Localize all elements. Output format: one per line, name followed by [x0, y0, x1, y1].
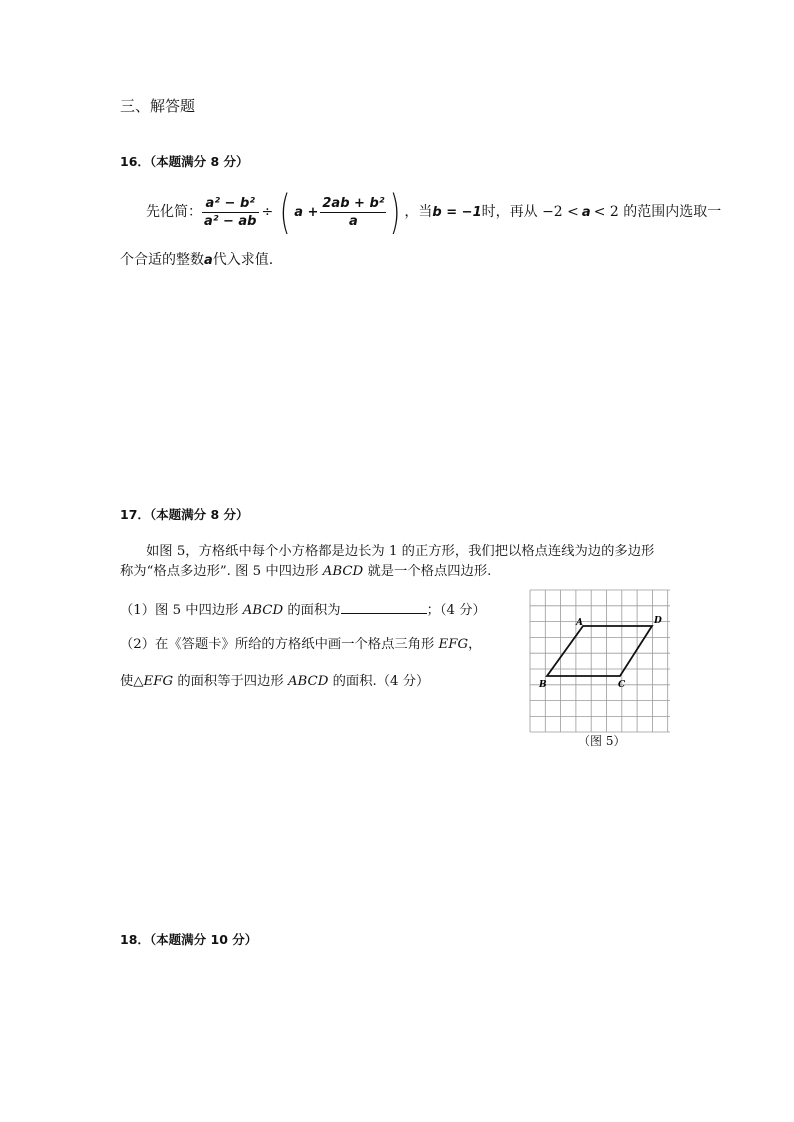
q17-part-2-line-2	[120, 675, 429, 688]
q17-part2-line2c: 的面积等于四边形	[177, 674, 284, 689]
q16-line-2	[120, 253, 273, 267]
q16-suffix-1: ，当	[404, 204, 433, 220]
q16-fraction-1-denominator: a² − ab	[204, 213, 257, 229]
vertex-label-c: C	[618, 680, 626, 690]
grid-lines	[530, 590, 670, 732]
vertex-label-a: A	[576, 618, 583, 628]
q16-paren-a: a +	[294, 204, 319, 220]
q17-intro-2c: 就是一个格点四边形.	[367, 564, 492, 579]
q16-prefix: 先化简：	[146, 204, 202, 220]
q16-fraction-1	[202, 197, 259, 228]
q16-line2-text-b: 代入求值.	[212, 252, 274, 268]
q17-part1-d: ；（4 分）	[426, 603, 486, 618]
q16-paren-open: (	[279, 185, 291, 239]
q17-part1-c: 的面积为	[287, 603, 341, 618]
q16-line2-variable: a	[204, 253, 213, 268]
q16-a-variable: a	[581, 204, 591, 220]
q17-part1-b: ABCD	[242, 603, 284, 618]
q17-part1-a: （1）图 5 中四边形	[120, 603, 239, 618]
q16-fraction-1-numerator: a² − b²	[202, 197, 259, 213]
q17-part2-line2d: ABCD	[287, 674, 329, 689]
q17-part2-c: ，	[468, 637, 482, 652]
q17-part2-line2e: 的面积.（4 分）	[332, 674, 430, 689]
q17-part2-a: （2）在《答题卡》所给的方格纸中画一个格点三角形	[120, 637, 435, 652]
q17-intro-2b: ABCD	[322, 564, 364, 579]
q16-header: 16．（本题满分 8 分）	[120, 154, 249, 169]
q17-intro-line-1: 如图 5，方格纸中每个小方格都是边长为 1 的正方形，我们把以格点连线为边的多边形	[146, 544, 655, 559]
q16-suffix-3: < 2 的范围内选取一	[593, 204, 722, 220]
parallelogram-abcd	[547, 626, 652, 676]
q16-b-equals: b = −1	[432, 204, 482, 220]
q17-answer-blank	[341, 601, 427, 614]
figure-5-grid	[527, 588, 677, 736]
q16-line2-text-a: 个合适的整数	[120, 252, 204, 268]
q16-fraction-2-denominator: a	[349, 213, 358, 229]
section-title: 三、解答题	[120, 97, 196, 115]
q16-suffix-2: 时，再从 −2 <	[481, 204, 579, 220]
q17-intro-2a: 称为“格点多边形”. 图 5 中四边形	[120, 564, 319, 579]
q17-header: 17．（本题满分 8 分）	[120, 507, 249, 522]
q16-divide-sign: ÷	[261, 204, 274, 220]
vertex-label-b: B	[539, 680, 547, 690]
q17-part-1	[120, 601, 486, 617]
q18-header: 18．（本题满分 10 分）	[120, 932, 258, 947]
q17-part2-line2a: 使△	[120, 674, 144, 689]
q16-fraction-2	[320, 197, 386, 228]
vertex-label-d: D	[654, 616, 662, 626]
q17-part-2	[120, 638, 481, 651]
q17-intro-line-2	[120, 565, 491, 578]
figure-5-caption: （图 5）	[578, 734, 626, 748]
q17-part2-line2b: EFG	[143, 674, 174, 689]
q16-fraction-2-numerator: 2ab + b²	[322, 195, 385, 211]
q16-paren-close: )	[390, 185, 401, 239]
q16-expression	[146, 187, 721, 237]
q17-part2-b: EFG	[438, 637, 469, 652]
